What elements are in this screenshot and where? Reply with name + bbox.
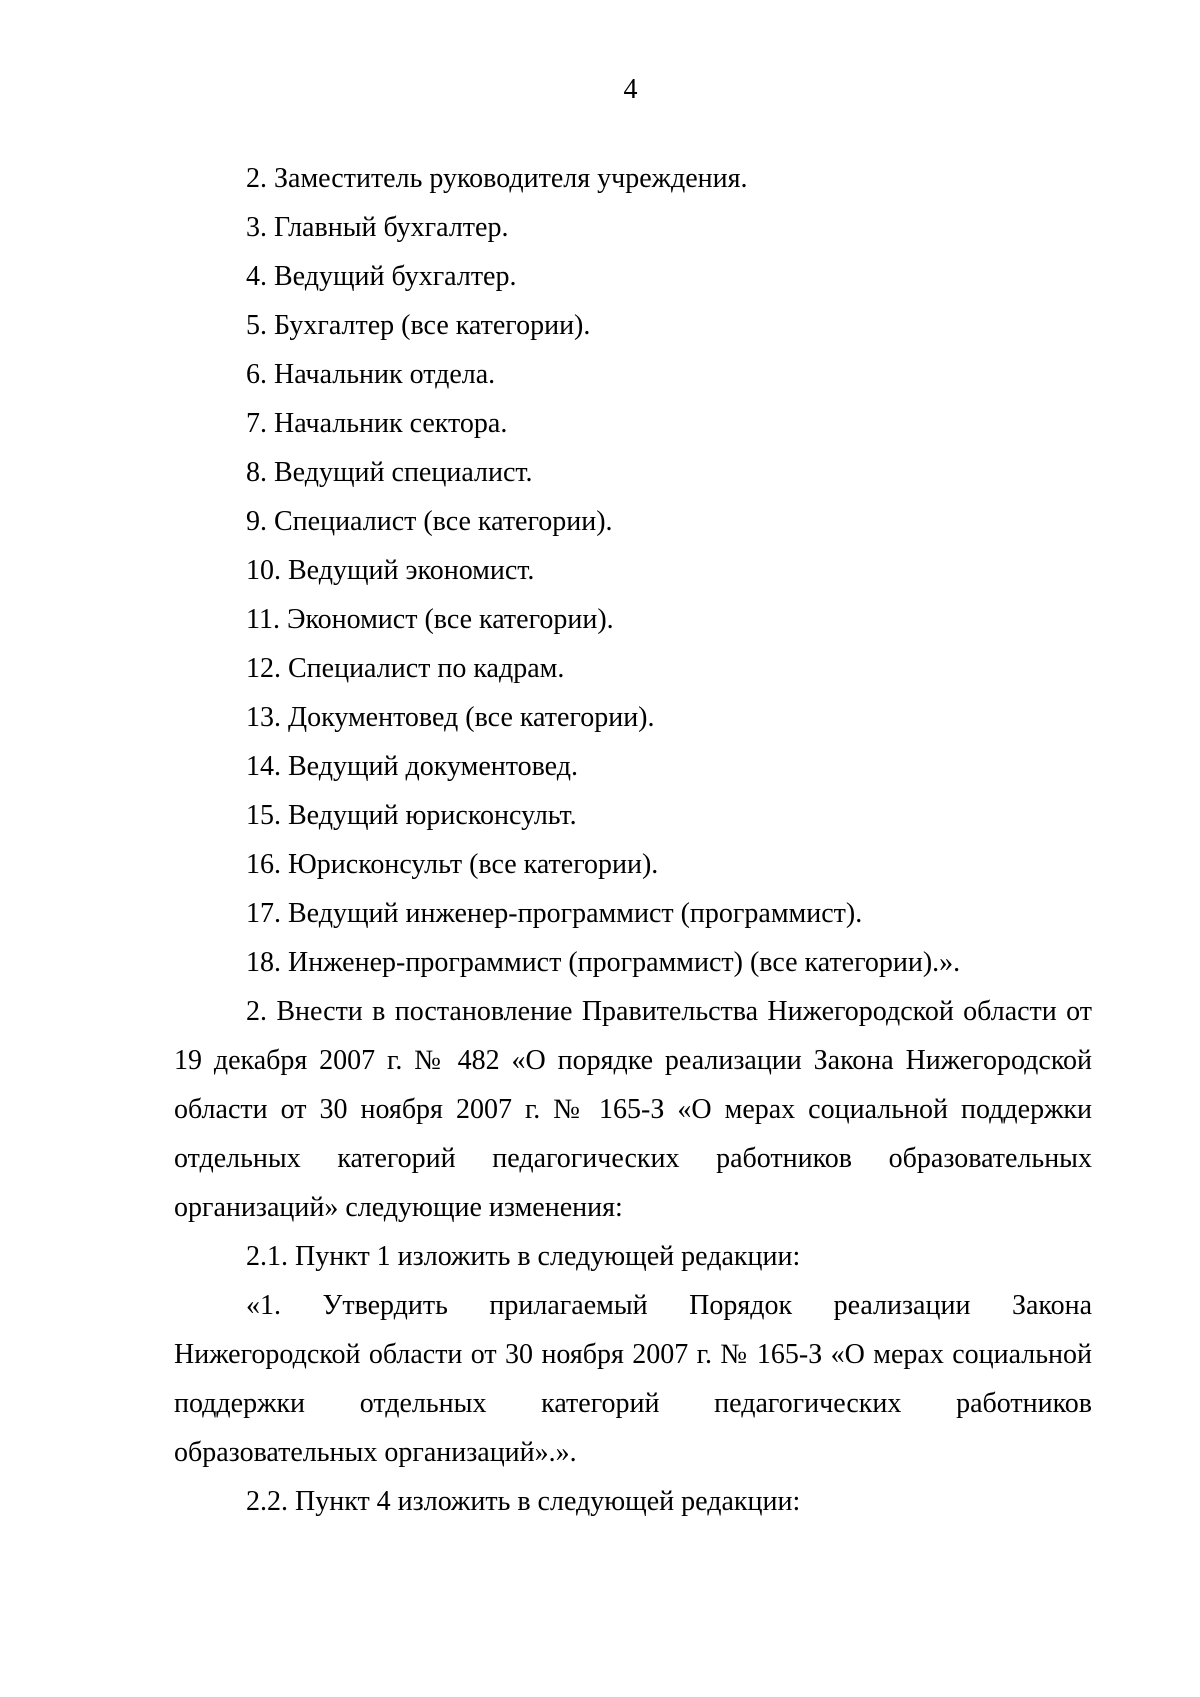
list-item: 5. Бухгалтер (все категории). (246, 310, 591, 341)
paragraph-2-1: 2.1. Пункт 1 изложить в следующей редакции: (246, 1241, 801, 1272)
list-item: 8. Ведущий специалист. (246, 457, 533, 488)
list-item: 15. Ведущий юрисконсульт. (246, 800, 577, 831)
list-item: 13. Документовед (все категории). (246, 702, 655, 733)
list-item: 10. Ведущий экономист. (246, 555, 535, 586)
list-item: 11. Экономист (все категории). (246, 604, 614, 635)
list-item: 6. Начальник отдела. (246, 359, 496, 390)
list-item: 7. Начальник сектора. (246, 408, 508, 439)
paragraph-quoted-point-1: «1. Утвердить прилагаемый Порядок реализации Закона Нижегородской области от 30 ноября 2007 г. № 165-З «О мерах социальной поддержки отдельных категорий педагогических работников образовательных организаций».». (174, 1290, 1092, 1468)
page-number: 4 (623, 74, 638, 105)
paragraph-2-2: 2.2. Пункт 4 изложить в следующей редакции: (246, 1486, 801, 1517)
list-item: 2. Заместитель руководителя учреждения. (246, 163, 748, 194)
position-list (0, 154, 1200, 987)
list-item: 4. Ведущий бухгалтер. (246, 261, 517, 292)
list-item: 16. Юрисконсульт (все категории). (246, 849, 659, 880)
list-item: 17. Ведущий инженер-программист (программист). (246, 898, 863, 929)
list-item: 18. Инженер-программист (программист) (все категории).». (246, 947, 961, 978)
paragraph-amendment-intro: 2. Внести в постановление Правительства Нижегородской области от 19 декабря 2007 г. № 482 «О порядке реализации Закона Нижегородской области от 30 ноября 2007 г. № 165-З «О мерах социальной поддержки отдельных категорий педагогических работников образовательных организаций» следующие изменения: (174, 996, 1092, 1223)
list-item: 3. Главный бухгалтер. (246, 212, 509, 243)
list-item: 12. Специалист по кадрам. (246, 653, 565, 684)
list-item: 14. Ведущий документовед. (246, 751, 578, 782)
list-item: 9. Специалист (все категории). (246, 506, 613, 537)
